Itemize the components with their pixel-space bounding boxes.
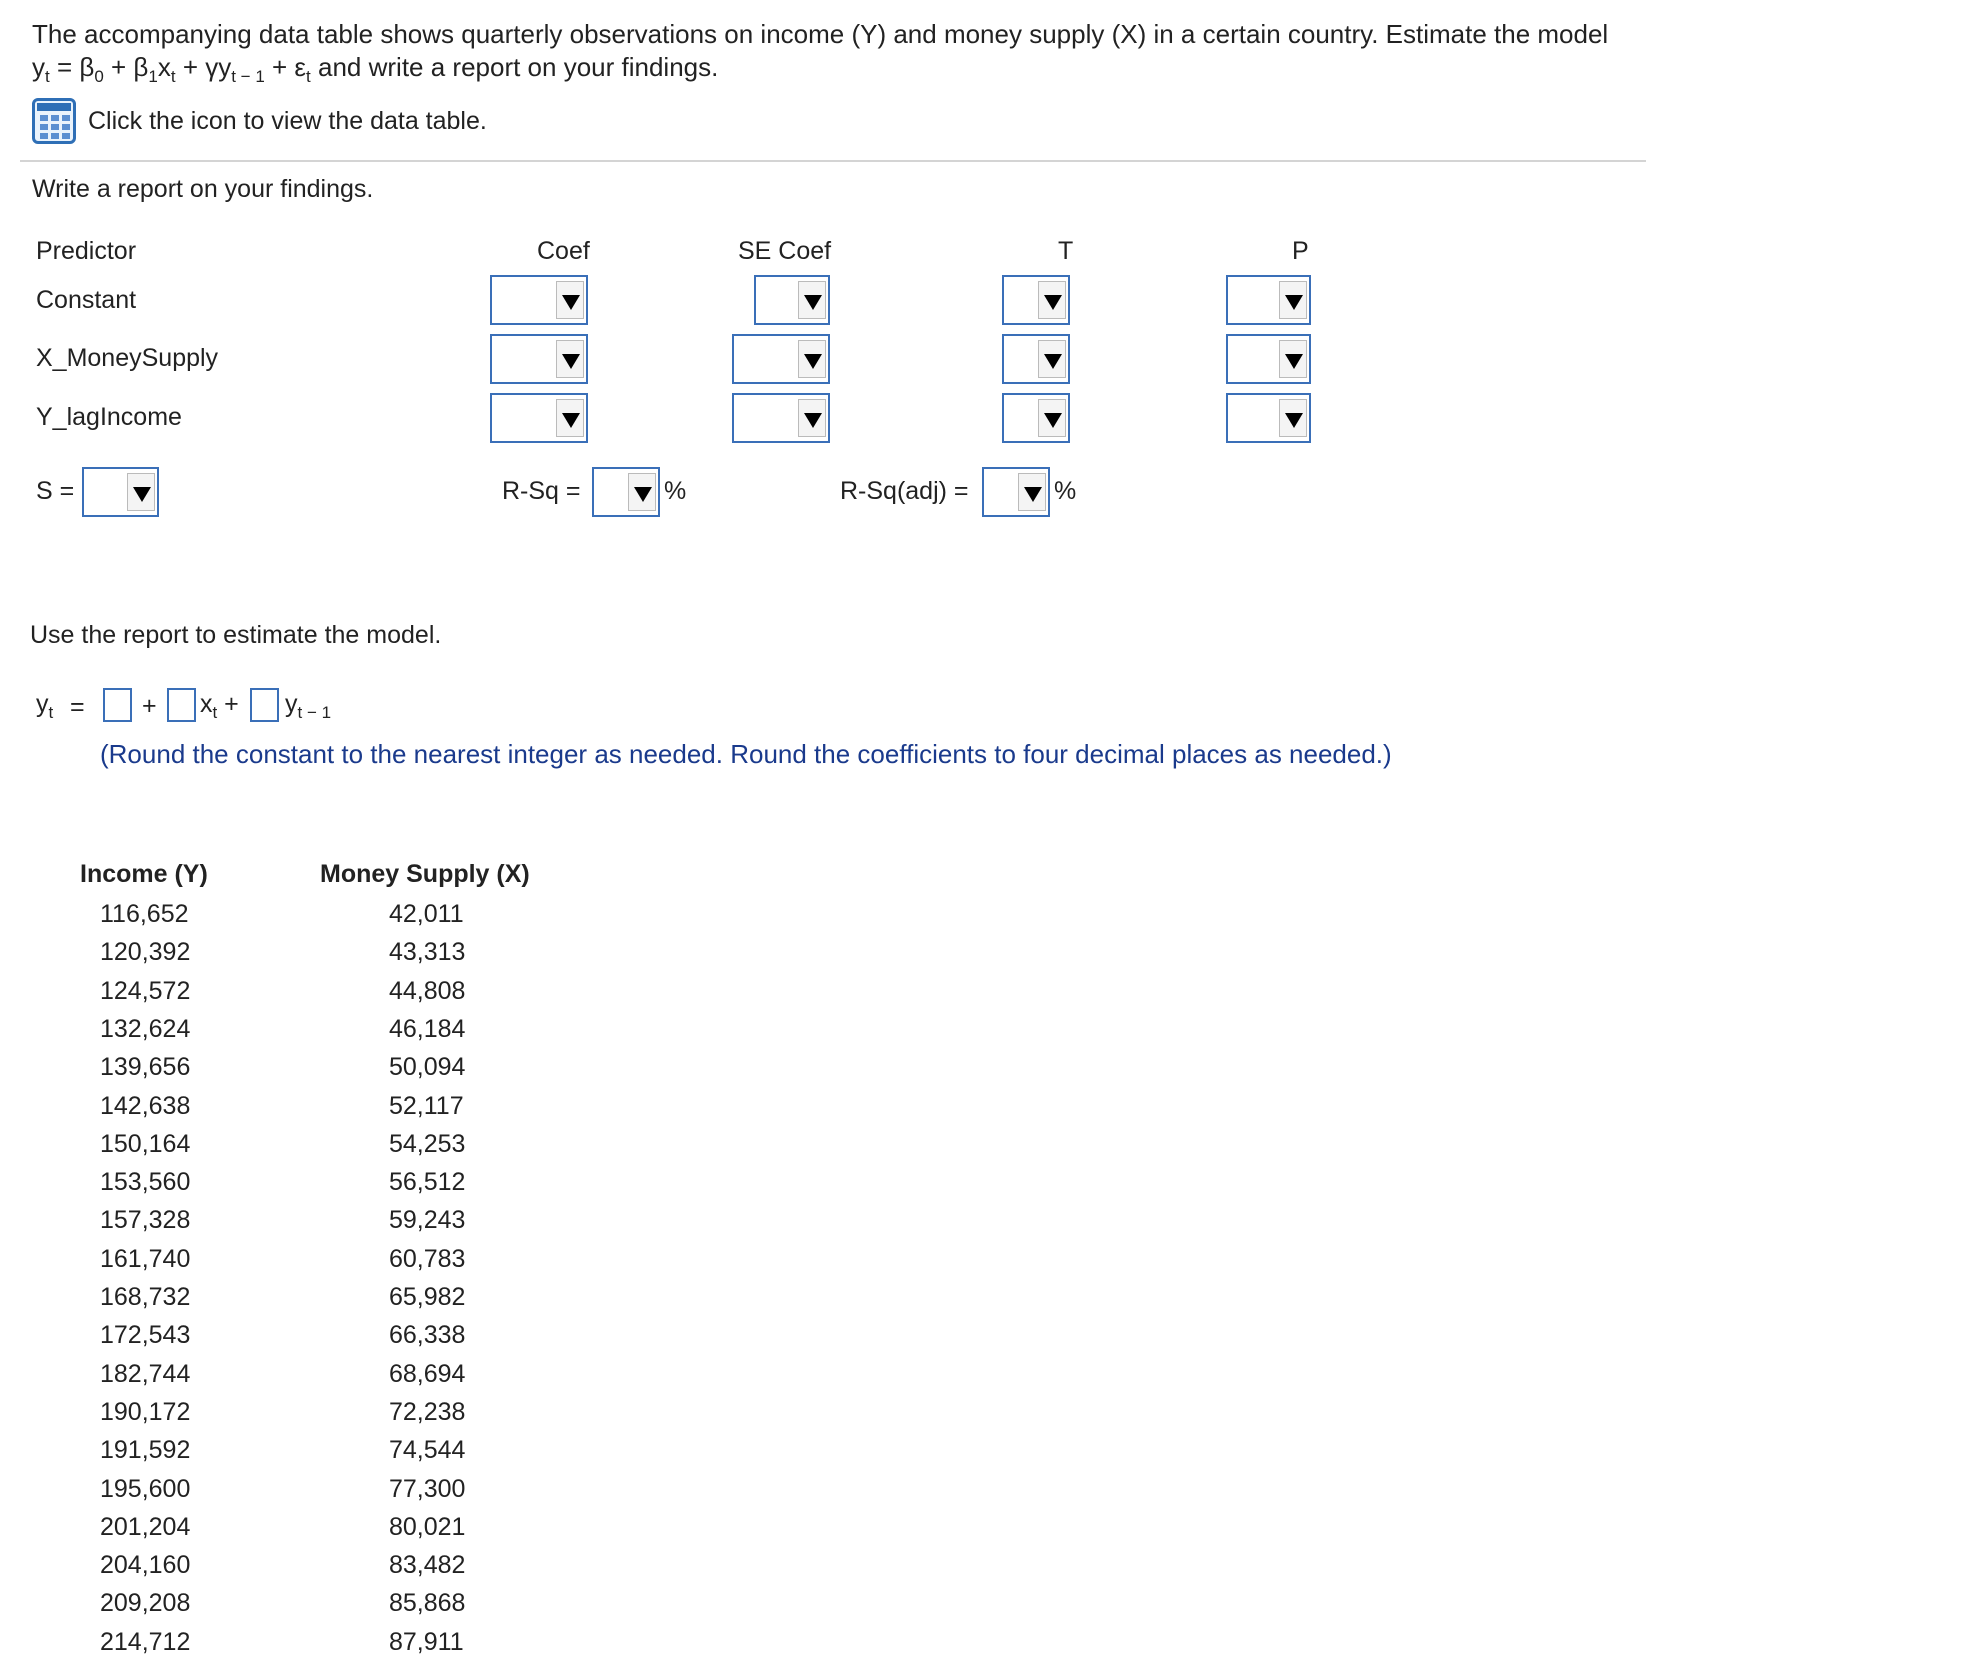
income-cell: 157,328 [100,1206,191,1235]
equals-sign: = [70,693,85,721]
money-supply-cell: 52,117 [389,1091,464,1120]
chevron-down-icon [798,399,826,437]
chevron-down-icon [556,340,584,378]
lag-income-p-dropdown[interactable] [1226,393,1311,443]
money-supply-cell: 83,482 [389,1551,466,1580]
data-table-link-row [32,98,487,144]
chevron-down-icon [798,281,826,319]
money-supply-p-dropdown[interactable] [1226,334,1311,384]
money-supply-cell: 46,184 [389,1014,466,1043]
model-suffix: and write a report on your findings. [318,52,719,82]
money-supply-cell: 54,253 [389,1129,466,1158]
income-cell: 172,543 [100,1321,191,1350]
chevron-down-icon [628,473,656,511]
constant-coef-dropdown[interactable] [490,275,588,325]
chevron-down-icon [1279,281,1307,319]
lag-income-coef-input[interactable] [250,688,279,722]
chevron-down-icon [556,281,584,319]
row-label-lag-income: Y_lagIncome [36,403,182,431]
money-supply-cell: 43,313 [389,938,466,967]
income-cell: 124,572 [100,976,191,1005]
money-supply-cell: 87,911 [389,1627,464,1656]
data-table-icon[interactable] [32,98,76,144]
constant-input[interactable] [103,688,132,722]
income-cell: 209,208 [100,1589,191,1618]
data-table-link-text: Click the icon to view the data table. [88,106,487,135]
money-supply-cell: 85,868 [389,1589,466,1618]
income-cell: 139,656 [100,1053,191,1082]
fitted-lhs: $y_t$ [36,690,54,722]
income-cell: 116,652 [100,900,189,928]
income-cell: 142,638 [100,1091,191,1120]
rsq-adj-label: R-Sq(adj) = [840,477,969,505]
income-cell: 153,560 [100,1168,191,1197]
income-cell: 120,392 [100,938,191,967]
money-supply-t-dropdown[interactable] [1002,334,1070,384]
income-cell: 190,172 [100,1397,191,1426]
chevron-down-icon [1038,399,1066,437]
chevron-down-icon [1279,340,1307,378]
data-header-money-supply: Money Supply (X) [320,860,530,888]
col-header-coef: Coef [537,237,590,265]
col-header-p: P [1292,237,1309,265]
col-header-t: T [1058,237,1074,265]
rsq-label: R-Sq = [502,477,581,505]
row-label-money-supply: X_MoneySupply [36,344,219,372]
row-label-constant: Constant [36,286,137,314]
chevron-down-icon [1018,473,1046,511]
model-equation: $y_t = \beta_0 + \beta_1x_t + \gamma y_{t - 1} + \varepsilon_t$ and write a report on your findings. [32,52,719,86]
money-supply-coef-input[interactable] [167,688,196,722]
money-supply-cell: 80,021 [389,1512,466,1541]
money-supply-cell: 77,300 [389,1474,466,1503]
money-supply-cell: 56,512 [389,1168,466,1197]
money-supply-cell: 74,544 [389,1436,466,1465]
rsq-adj-percent: % [1054,477,1077,505]
income-cell: 204,160 [100,1551,191,1580]
money-supply-cell: 68,694 [389,1359,466,1388]
money-supply-cell: 66,338 [389,1321,466,1350]
lag-income-t-dropdown[interactable] [1002,393,1070,443]
col-header-se-coef: SE Coef [738,237,832,265]
chevron-down-icon [798,340,826,378]
chevron-down-icon [127,473,155,511]
estimate-heading: Use the report to estimate the model. [30,621,442,649]
lag-income-coef-dropdown[interactable] [490,393,588,443]
report-heading: Write a report on your findings. [32,175,374,203]
money-supply-cell: 65,982 [389,1283,466,1311]
chevron-down-icon [1279,399,1307,437]
money-supply-coef-dropdown[interactable] [490,334,588,384]
income-cell: 182,744 [100,1359,191,1388]
constant-p-dropdown[interactable] [1226,275,1311,325]
data-header-income: Income (Y) [80,860,208,888]
constant-t-dropdown[interactable] [1002,275,1070,325]
divider [20,160,1646,162]
plus-sign: + [142,692,157,720]
money-supply-cell: 60,783 [389,1244,466,1273]
money-supply-cell: 50,094 [389,1053,466,1082]
s-dropdown[interactable] [82,467,159,517]
question-intro: The accompanying data table shows quarterly observations on income (Y) and money supply (X) in a certain country. Estimate the model [32,19,1609,49]
rsq-dropdown[interactable] [592,467,660,517]
money-supply-cell: 59,243 [389,1206,466,1235]
income-cell: 168,732 [100,1283,191,1311]
chevron-down-icon [1038,340,1066,378]
money-supply-cell: 42,011 [389,900,464,928]
money-supply-cell: 44,808 [389,976,466,1005]
income-cell: 161,740 [100,1244,191,1273]
income-cell: 201,204 [100,1512,191,1541]
lag-y-term: $y_{t - 1}$ [285,690,332,722]
rsq-percent: % [664,477,687,505]
income-cell: 214,712 [100,1627,191,1656]
money-supply-se-dropdown[interactable] [732,334,830,384]
income-cell: 191,592 [100,1436,191,1465]
rounding-instruction: (Round the constant to the nearest integer as needed. Round the coefficients to four decimal places as needed.) [100,739,1392,769]
chevron-down-icon [556,399,584,437]
chevron-down-icon [1038,281,1066,319]
income-cell: 195,600 [100,1474,191,1503]
col-header-predictor: Predictor [36,237,137,265]
income-cell: 132,624 [100,1014,191,1043]
lag-income-se-dropdown[interactable] [732,393,830,443]
money-supply-cell: 72,238 [389,1397,466,1426]
s-label: S = [36,477,75,505]
constant-se-dropdown[interactable] [754,275,830,325]
rsq-adj-dropdown[interactable] [982,467,1050,517]
income-cell: 150,164 [100,1129,191,1158]
x-term: $x_t$ + [200,690,239,722]
